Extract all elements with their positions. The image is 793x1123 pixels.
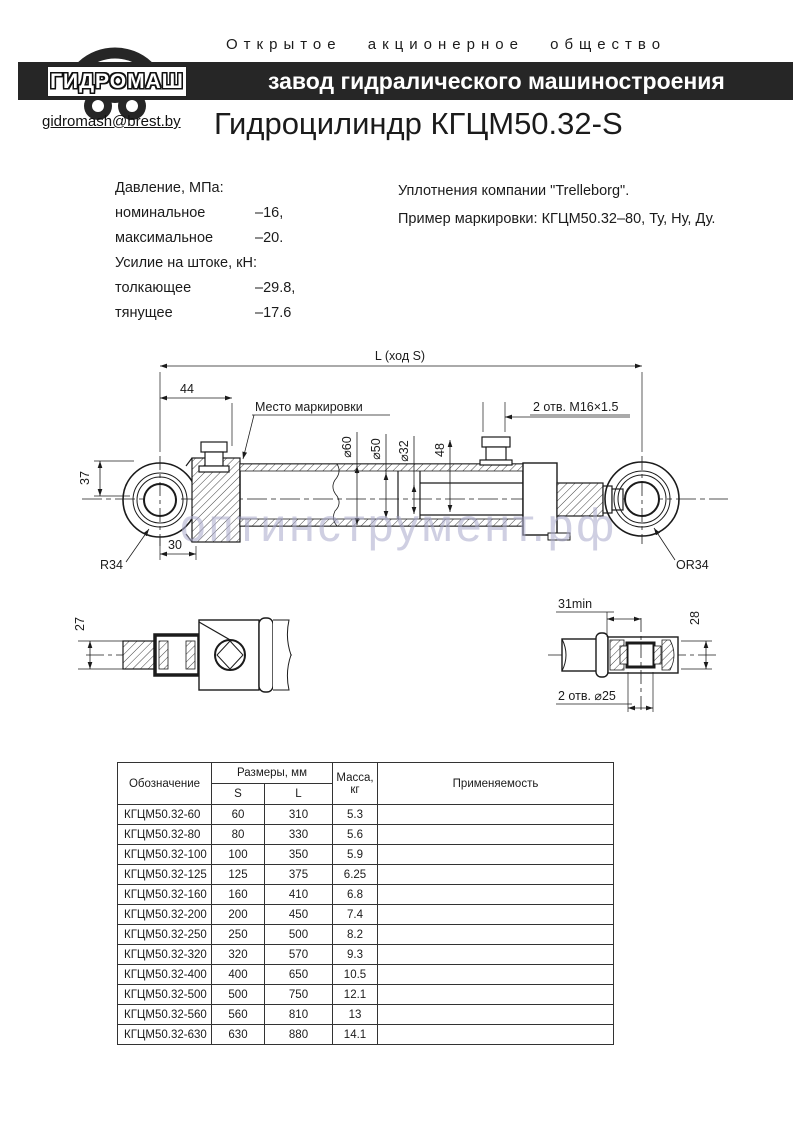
cell-mass: 9.3 — [333, 945, 378, 965]
dim-stroke-label: L (ход S) — [374, 349, 426, 363]
cell-s: 250 — [212, 925, 265, 945]
cell-applicability — [378, 945, 614, 965]
cell-s: 630 — [212, 1025, 265, 1045]
cell-s: 500 — [212, 985, 265, 1005]
spec-row — [115, 276, 295, 301]
spec-label: максимальное — [115, 230, 214, 246]
spec-label: толкающее — [115, 280, 192, 296]
spec-label: Усилие на штоке, кН: — [115, 255, 257, 271]
cell-l: 450 — [265, 905, 333, 925]
cell-s: 560 — [212, 1005, 265, 1025]
table-row — [118, 845, 614, 865]
table-row — [118, 825, 614, 845]
cell-mass: 5.9 — [333, 845, 378, 865]
cell-applicability — [378, 905, 614, 925]
cell-applicability — [378, 805, 614, 825]
table-row — [118, 885, 614, 905]
cell-l: 570 — [265, 945, 333, 965]
table-row — [118, 1005, 614, 1025]
table-row — [118, 1025, 614, 1045]
cell-designation: КГЦМ50.32-200 — [118, 905, 212, 925]
col-l: L — [265, 784, 333, 805]
dim-27-label: 27 — [73, 617, 87, 631]
cell-applicability — [378, 825, 614, 845]
cell-designation: КГЦМ50.32-160 — [118, 885, 212, 905]
dia-50-label: ⌀50 — [369, 438, 383, 460]
cell-designation: КГЦМ50.32-400 — [118, 965, 212, 985]
cell-l: 410 — [265, 885, 333, 905]
cell-s: 320 — [212, 945, 265, 965]
cell-l: 330 — [265, 825, 333, 845]
table-row — [118, 945, 614, 965]
cell-s: 80 — [212, 825, 265, 845]
cell-mass: 5.6 — [333, 825, 378, 845]
cell-applicability — [378, 865, 614, 885]
cell-mass: 14.1 — [333, 1025, 378, 1045]
cell-designation: КГЦМ50.32-630 — [118, 1025, 212, 1045]
cell-s: 100 — [212, 845, 265, 865]
col-sizes: Размеры, мм — [212, 763, 333, 784]
specs-list — [115, 176, 295, 326]
cell-designation: КГЦМ50.32-320 — [118, 945, 212, 965]
cell-designation: КГЦМ50.32-250 — [118, 925, 212, 945]
cell-l: 500 — [265, 925, 333, 945]
col-mass — [333, 763, 378, 805]
cell-mass: 5.3 — [333, 805, 378, 825]
logo-wordmark: ГИДРОМАШ — [47, 66, 187, 97]
marking-place-label: Место маркировки — [255, 400, 363, 414]
cell-l: 810 — [265, 1005, 333, 1025]
cell-s: 400 — [212, 965, 265, 985]
table-row — [118, 905, 614, 925]
dia-32-label: ⌀32 — [397, 440, 411, 462]
cell-designation: КГЦМ50.32-125 — [118, 865, 212, 885]
col-designation: Обозначение — [118, 763, 212, 805]
cell-mass: 6.8 — [333, 885, 378, 905]
cell-l: 880 — [265, 1025, 333, 1045]
cell-applicability — [378, 885, 614, 905]
dia-60-label: ⌀60 — [340, 436, 354, 458]
cell-l: 650 — [265, 965, 333, 985]
spec-row — [115, 176, 295, 201]
dim-30-label: 30 — [168, 538, 182, 552]
table-row — [118, 985, 614, 1005]
note-seals: Уплотнения компании "Trelleborg". — [398, 183, 630, 199]
dim-31min-label: 31min — [558, 597, 593, 611]
spec-value: –17.6 — [255, 305, 292, 321]
spec-value: –29.8, — [255, 280, 296, 296]
table-row — [118, 865, 614, 885]
cell-mass: 10.5 — [333, 965, 378, 985]
sizes-table — [117, 762, 614, 1045]
dim-37-label: 37 — [78, 471, 92, 485]
cell-applicability — [378, 845, 614, 865]
detail-view-left — [78, 618, 292, 692]
cell-s: 60 — [212, 805, 265, 825]
cell-applicability — [378, 1005, 614, 1025]
cell-l: 750 — [265, 985, 333, 1005]
radius-34-left-label: R34 — [100, 558, 123, 572]
dim-44-label: 44 — [180, 382, 194, 396]
cell-applicability — [378, 965, 614, 985]
company-type-line: Открытое акционерное общество — [226, 36, 667, 53]
cell-designation: КГЦМ50.32-560 — [118, 1005, 212, 1025]
cell-mass: 12.1 — [333, 985, 378, 1005]
spec-label: тянущее — [115, 305, 173, 321]
col-applicability: Применяемость — [378, 763, 614, 805]
page-title: Гидроцилиндр КГЦМ50.32-S — [214, 106, 623, 141]
note-marking-example: Пример маркировки: КГЦМ50.32–80, Ту, Ну, Ду. — [398, 210, 716, 227]
cell-l: 310 — [265, 805, 333, 825]
table-row — [118, 805, 614, 825]
dim-48-label: 48 — [433, 443, 447, 457]
cell-designation: КГЦМ50.32-60 — [118, 805, 212, 825]
cell-applicability — [378, 1025, 614, 1045]
spec-row — [115, 251, 295, 276]
cell-s: 200 — [212, 905, 265, 925]
spec-value: –16, — [255, 205, 284, 221]
cell-l: 375 — [265, 865, 333, 885]
cell-applicability — [378, 985, 614, 1005]
col-mass-line1: Масса, — [336, 771, 374, 784]
cell-mass: 8.2 — [333, 925, 378, 945]
cell-s: 160 — [212, 885, 265, 905]
holes-25-label: 2 отв. ⌀25 — [558, 689, 616, 703]
cell-s: 125 — [212, 865, 265, 885]
watermark: оптинструмент.рф — [180, 499, 618, 551]
spec-row — [115, 201, 295, 226]
spec-label: номинальное — [115, 205, 206, 221]
cell-designation: КГЦМ50.32-80 — [118, 825, 212, 845]
dim-28-label: 28 — [688, 611, 702, 625]
notes-block — [398, 178, 715, 233]
col-mass-line2: кг — [350, 783, 360, 796]
spec-row — [115, 301, 295, 326]
cell-l: 350 — [265, 845, 333, 865]
spec-label: Давление, МПа: — [115, 180, 224, 196]
sizes-table-body — [118, 805, 614, 1045]
radius-34-right-label: OR34 — [676, 558, 709, 572]
cell-mass: 6.25 — [333, 865, 378, 885]
col-s: S — [212, 784, 265, 805]
cell-designation: КГЦМ50.32-500 — [118, 985, 212, 1005]
cell-mass: 7.4 — [333, 905, 378, 925]
table-row — [118, 925, 614, 945]
email-link[interactable]: gidromash@brest.by — [42, 113, 181, 130]
ports-m16-label: 2 отв. М16×1.5 — [533, 400, 619, 414]
spec-row — [115, 226, 295, 251]
cell-applicability — [378, 925, 614, 945]
cell-mass: 13 — [333, 1005, 378, 1025]
table-row — [118, 965, 614, 985]
header-bar-title: завод гидралического машиностроения — [268, 67, 725, 94]
spec-value: –20. — [255, 230, 284, 246]
cell-designation: КГЦМ50.32-100 — [118, 845, 212, 865]
